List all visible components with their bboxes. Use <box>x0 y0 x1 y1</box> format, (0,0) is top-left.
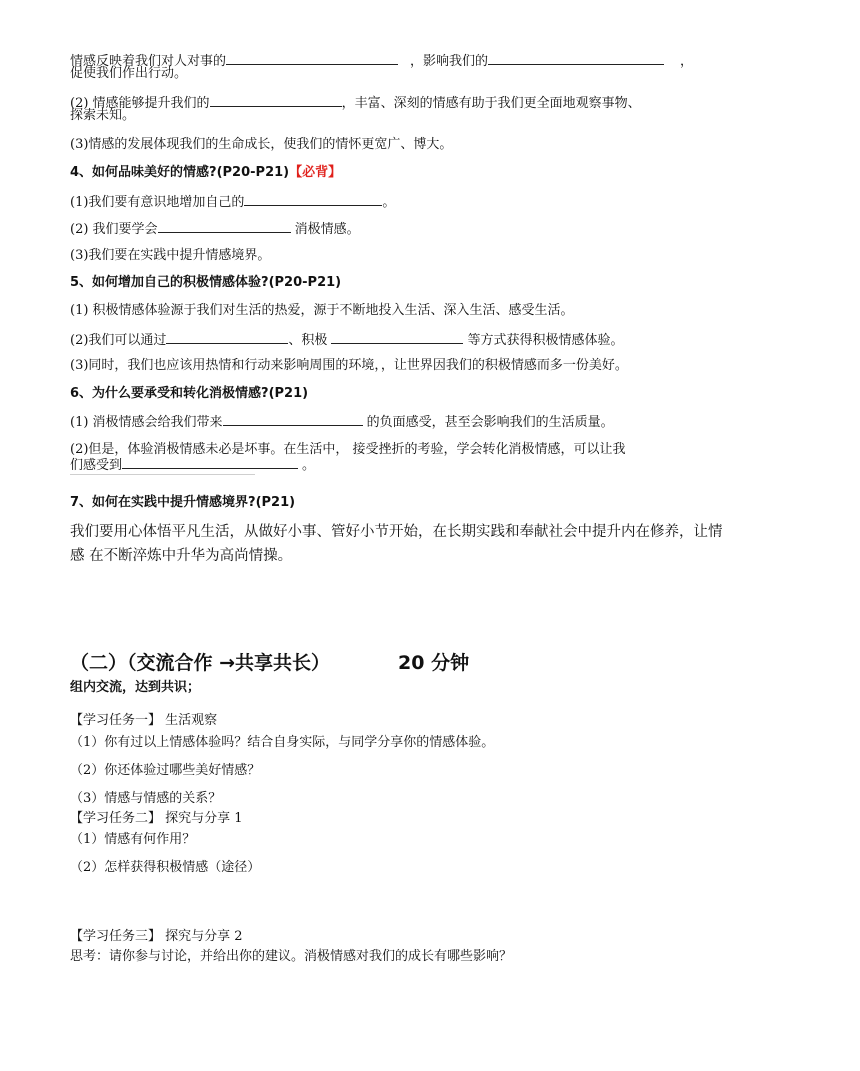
text: 等方式获得积极情感体验。 <box>467 333 624 348</box>
text: 。 <box>302 458 316 473</box>
q7-heading: 7、如何在实践中提升情感境界?(P21) <box>70 495 296 510</box>
text: (2) 我们要学会 <box>70 222 158 237</box>
text: (2) 情感能够提升我们的 <box>70 96 210 111</box>
task2-title: 【学习任务二】 探究与分享 1 <box>70 811 243 826</box>
fill-blank[interactable] <box>488 51 664 65</box>
text: 、积极 <box>288 333 328 348</box>
divider <box>70 474 255 475</box>
text: 的负面感受，甚至会影响我们的生活质量。 <box>366 415 614 430</box>
text: 们感受到 <box>70 458 123 473</box>
q5-item-2 <box>70 330 623 349</box>
fill-blank[interactable] <box>166 330 288 344</box>
text: 消极情感。 <box>294 222 360 237</box>
text: (2)我们可以通过 <box>70 333 167 348</box>
text: ，丰富、深刻的情感有助于我们更全面地观察事物、 <box>341 96 641 111</box>
q5-item-1: (1) 积极情感体验源于我们对生活的热爱，源于不断地投入生活、深入生活、感受生活。 <box>70 303 574 318</box>
fill-blank[interactable] <box>226 51 398 65</box>
text: 情感反映着我们对人对事的 <box>70 54 227 69</box>
task2-item: （1）情感有何作用？ <box>70 832 196 847</box>
q4-item-2 <box>70 219 360 238</box>
text: ，影响我们的 <box>410 54 489 69</box>
text: (1)我们要有意识地增加自己的 <box>70 195 245 210</box>
q6-item-1 <box>70 412 614 431</box>
emotion-role-2-line-1 <box>70 93 641 112</box>
fill-blank[interactable] <box>158 219 291 233</box>
section-title: （二）（交流合作 →共享共长） <box>70 652 331 674</box>
text: (1) 消极情感会给我们带来 <box>70 415 223 430</box>
q7-body: 我们要用心体悟平凡生活，从做好小事、管好小节开始，在长期实践和奉献社会中提升内在修养，让情感 在不断淬炼中升华为高尚情操。 <box>70 524 723 564</box>
emotion-role-line-2: 促使我们作出行动。 <box>70 66 188 81</box>
section-subtitle: 组内交流，达到共识； <box>70 680 201 695</box>
emotion-role-3: (3)情感的发展体现我们的生命成长，使我们的情怀更宽广、博大。 <box>70 137 453 152</box>
q6-item-2-line-1: (2)但是，体验消极情感未必是坏事。在生活中， 接受挫折的考验，学会转化消极情感，可以让我 <box>70 442 626 457</box>
fill-blank[interactable] <box>244 192 382 206</box>
task2-item: （2）怎样获得积极情感（途径） <box>70 860 261 875</box>
task1-item: （1）你有过以上情感体验吗？结合自身实际，与同学分享你的情感体验。 <box>70 735 495 750</box>
q4-item-1 <box>70 192 395 211</box>
task1-item: （3）情感与情感的关系？ <box>70 791 222 806</box>
q4-heading <box>70 164 341 181</box>
q6-heading: 6、为什么要承受和转化消极情感?(P21) <box>70 386 309 401</box>
q4-item-3: (3)我们要在实践中提升情感境界。 <box>70 248 271 263</box>
q5-heading: 5、如何增加自己的积极情感体验?(P20-P21) <box>70 275 342 290</box>
fill-blank[interactable] <box>210 93 342 107</box>
task1-item: （2）你还体验过哪些美好情感？ <box>70 763 261 778</box>
text: 。 <box>382 195 396 210</box>
task1-title: 【学习任务一】 生活观察 <box>70 713 218 728</box>
must-memorize-tag: 【必背】 <box>289 165 342 180</box>
q5-item-3: (3)同时，我们也应该用热情和行动来影响周围的环境，，让世界因我们的积极情感而多一份美好。 <box>70 358 628 373</box>
section-time: 20 分钟 <box>398 652 470 674</box>
fill-blank[interactable] <box>223 412 363 426</box>
emotion-role-2-line-2: 探索未知。 <box>70 108 136 123</box>
fill-blank[interactable] <box>331 330 463 344</box>
fill-blank[interactable] <box>122 455 298 469</box>
task3-title: 【学习任务三】 探究与分享 2 <box>70 929 243 944</box>
text: ， <box>680 54 694 69</box>
heading-text: 4、如何品味美好的情感?(P20-P21) <box>70 165 290 180</box>
section-heading <box>70 648 469 675</box>
task3-think: 思考：请你参与讨论，并给出你的建议。消极情感对我们的成长有哪些影响？ <box>70 949 513 964</box>
q6-item-2-line-2 <box>70 455 315 474</box>
